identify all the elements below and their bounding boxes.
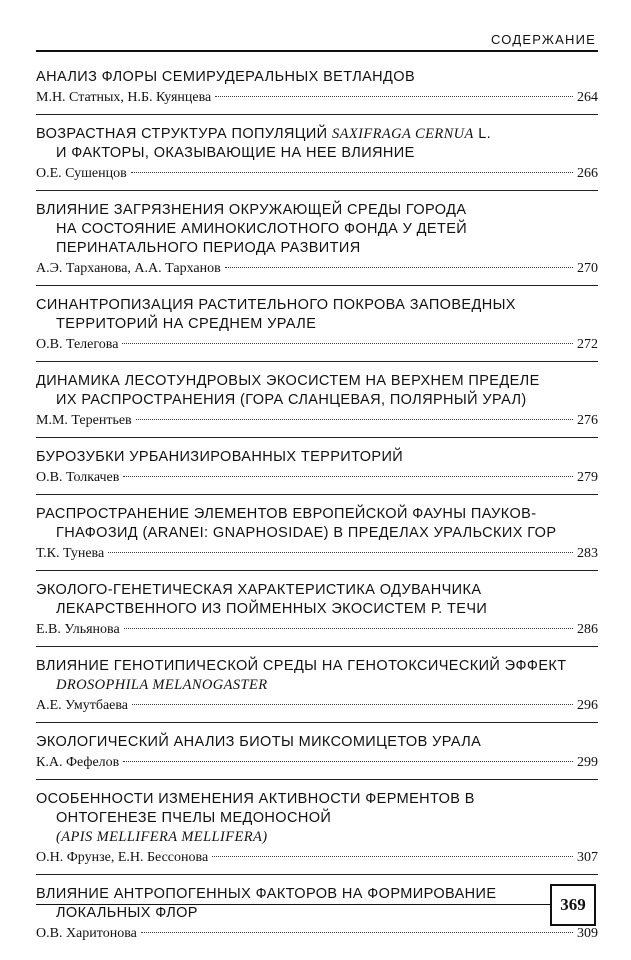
title-line: НА СОСТОЯНИЕ АМИНОКИСЛОТНОГО ФОНДА У ДЕТЕЙ: [56, 221, 468, 237]
entry-authors: М.Н. Статных, Н.Б. Куянцева: [36, 90, 212, 105]
toc-entry[interactable]: [36, 733, 598, 780]
entry-title: [36, 505, 598, 543]
table-of-contents: [36, 68, 598, 960]
title-line: ЭКОЛОГИЧЕСКИЙ АНАЛИЗ БИОТЫ МИКСОМИЦЕТОВ УРАЛА: [36, 734, 482, 750]
toc-entry[interactable]: [36, 125, 598, 191]
dot-leader: [123, 476, 573, 477]
title-line: ВЛИЯНИЕ АНТРОПОГЕННЫХ ФАКТОРОВ НА ФОРМИРОВАНИЕ: [36, 886, 497, 902]
toc-entry[interactable]: [36, 657, 598, 723]
entry-authors-line: [36, 620, 598, 639]
title-line: ОСОБЕННОСТИ ИЗМЕНЕНИЯ АКТИВНОСТИ ФЕРМЕНТОВ В: [36, 791, 475, 807]
entry-page: 272: [577, 337, 598, 352]
entry-title: [36, 581, 598, 619]
dot-leader: [225, 267, 573, 268]
title-line: РАСПРОСТРАНЕНИЕ ЭЛЕМЕНТОВ ЕВРОПЕЙСКОЙ ФАУНЫ ПАУКОВ-: [36, 506, 537, 522]
running-header: [36, 30, 598, 52]
entry-page: 279: [577, 470, 598, 485]
entry-authors: М.М. Терентьев: [36, 413, 132, 428]
toc-entry[interactable]: [36, 448, 598, 495]
entry-authors-line: [36, 848, 598, 867]
header-rule: [36, 50, 598, 52]
toc-entry[interactable]: [36, 505, 598, 571]
dot-leader: [132, 704, 573, 705]
entry-page: 283: [577, 546, 598, 561]
entry-page: 270: [577, 261, 598, 276]
entry-authors-line: [36, 924, 598, 943]
entry-page: 307: [577, 850, 598, 865]
title-line: И ФАКТОРЫ, ОКАЗЫВАЮЩИЕ НА НЕЕ ВЛИЯНИЕ: [56, 145, 415, 161]
entry-authors: Т.К. Тунева: [36, 546, 105, 561]
title-line: [36, 828, 598, 847]
page-number-box: [550, 884, 596, 926]
title-line: ВОЗРАСТНАЯ СТРУКТУРА ПОПУЛЯЦИЙ SAXIFRAGA CERNUA L.: [36, 126, 492, 142]
entry-title: [36, 68, 598, 87]
dot-leader: [215, 96, 573, 97]
title-line: ВЛИЯНИЕ ГЕНОТИПИЧЕСКОЙ СРЕДЫ НА ГЕНОТОКСИЧЕСКИЙ ЭФФЕКТ: [36, 658, 567, 674]
dot-leader: [124, 628, 573, 629]
entry-authors-line: [36, 88, 598, 107]
title-italic: DROSOPHILA MELANOGASTER: [56, 677, 268, 693]
entry-title: [36, 125, 598, 163]
title-line: ЛЕКАРСТВЕННОГО ИЗ ПОЙМЕННЫХ ЭКОСИСТЕМ Р. ТЕЧИ: [56, 601, 488, 617]
title-line: ЛОКАЛЬНЫХ ФЛОР: [56, 905, 198, 921]
entry-authors: А.Е. Умутбаева: [36, 698, 129, 713]
page-footer: [36, 884, 598, 924]
entry-title: [36, 657, 598, 695]
page-number: 369: [560, 895, 586, 914]
entry-page: 276: [577, 413, 598, 428]
title-line: [36, 676, 598, 695]
toc-entry[interactable]: [36, 372, 598, 438]
entry-title: [36, 448, 598, 467]
title-line: ГНАФОЗИД (ARANEI: GNAPHOSIDAE) В ПРЕДЕЛАХ УРАЛЬСКИХ ГОР: [56, 525, 557, 541]
dot-leader: [122, 343, 573, 344]
toc-entry[interactable]: [36, 296, 598, 362]
entry-page: 299: [577, 755, 598, 770]
entry-authors: О.В. Телегова: [36, 337, 119, 352]
title-line: БУРОЗУБКИ УРБАНИЗИРОВАННЫХ ТЕРРИТОРИЙ: [36, 449, 404, 465]
title-line: ОНТОГЕНЕЗЕ ПЧЕЛЫ МЕДОНОСНОЙ: [56, 810, 332, 826]
section-title: СОДЕРЖАНИЕ: [490, 32, 596, 47]
entry-authors-line: [36, 411, 598, 430]
dot-leader: [136, 419, 573, 420]
toc-entry[interactable]: [36, 790, 598, 875]
dot-leader: [212, 856, 573, 857]
toc-entry[interactable]: [36, 201, 598, 286]
entry-authors: К.А. Фефелов: [36, 755, 120, 770]
toc-entry[interactable]: [36, 68, 598, 115]
entry-page: 286: [577, 622, 598, 637]
entry-authors-line: [36, 468, 598, 487]
title-line: СИНАНТРОПИЗАЦИЯ РАСТИТЕЛЬНОГО ПОКРОВА ЗАПОВЕДНЫХ: [36, 297, 516, 313]
entry-authors: О.Н. Фрунзе, Е.Н. Бессонова: [36, 850, 209, 865]
entry-title: [36, 790, 598, 847]
title-italic: SAXIFRAGA CERNUA: [331, 126, 474, 142]
dot-leader: [131, 172, 573, 173]
title-line: АНАЛИЗ ФЛОРЫ СЕМИРУДЕРАЛЬНЫХ ВЕТЛАНДОВ: [36, 69, 416, 85]
title-line: ИХ РАСПРОСТРАНЕНИЯ (ГОРА СЛАНЦЕВАЯ, ПОЛЯРНЫЙ УРАЛ): [56, 392, 527, 408]
entry-authors-line: [36, 544, 598, 563]
entry-title: [36, 372, 598, 410]
entry-authors: О.Е. Сушенцов: [36, 166, 127, 181]
dot-leader: [141, 932, 573, 933]
entry-authors-line: [36, 259, 598, 278]
dot-leader: [123, 761, 573, 762]
title-line: ТЕРРИТОРИЙ НА СРЕДНЕМ УРАЛЕ: [56, 316, 317, 332]
entry-page: 266: [577, 166, 598, 181]
dot-leader: [108, 552, 573, 553]
title-line: ПЕРИНАТАЛЬНОГО ПЕРИОДА РАЗВИТИЯ: [56, 240, 361, 256]
title-line: ЭКОЛОГО-ГЕНЕТИЧЕСКАЯ ХАРАКТЕРИСТИКА ОДУВАНЧИКА: [36, 582, 482, 598]
title-italic: (APIS MELLIFERA MELLIFERA): [56, 829, 268, 845]
title-line: ДИНАМИКА ЛЕСОТУНДРОВЫХ ЭКОСИСТЕМ НА ВЕРХНЕМ ПРЕДЕЛЕ: [36, 373, 540, 389]
entry-authors-line: [36, 335, 598, 354]
entry-authors-line: [36, 164, 598, 183]
entry-authors: О.В. Толкачев: [36, 470, 120, 485]
title-line: ВЛИЯНИЕ ЗАГРЯЗНЕНИЯ ОКРУЖАЮЩЕЙ СРЕДЫ ГОРОДА: [36, 202, 467, 218]
entry-page: 264: [577, 90, 598, 105]
entry-authors: А.Э. Тарханова, А.А. Тарханов: [36, 261, 221, 276]
entry-authors-line: [36, 696, 598, 715]
entry-title: [36, 201, 598, 258]
entry-title: [36, 296, 598, 334]
entry-title: [36, 733, 598, 752]
toc-entry[interactable]: [36, 581, 598, 647]
entry-authors-line: [36, 753, 598, 772]
entry-authors: О.В. Харитонова: [36, 926, 137, 941]
entry-page: 296: [577, 698, 598, 713]
entry-page: 309: [577, 926, 598, 941]
footer-rule: [36, 904, 550, 905]
entry-authors: Е.В. Ульянова: [36, 622, 120, 637]
